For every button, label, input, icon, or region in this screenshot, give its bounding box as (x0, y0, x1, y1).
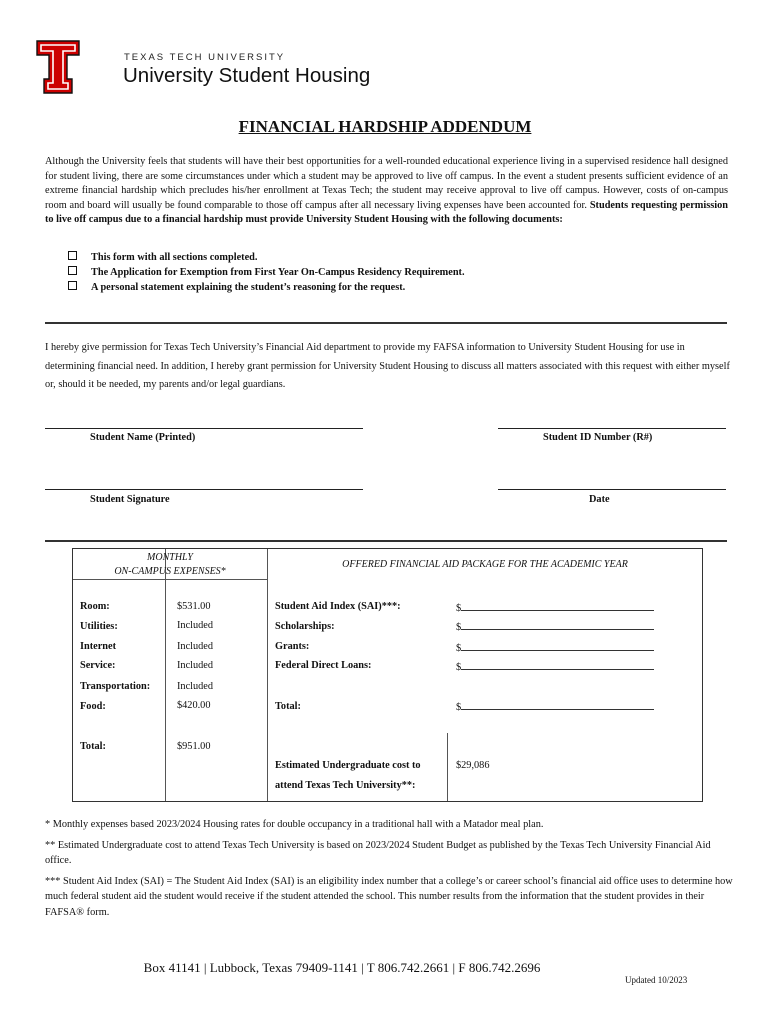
student-signature-label: Student Signature (90, 494, 170, 505)
expenses-header-line2: ON-CAMPUS EXPENSES* (114, 566, 226, 577)
footnote: *** Student Aid Index (SAI) = The Student Aid Index (SAI) is an eligibility index number that a college’s or career school’s financial aid office uses to determine how much federal student aid the student would receive if the student attended the school. This number results from the information that the student provides in their FAFSA® form. (45, 875, 733, 918)
aid-total-input[interactable] (456, 700, 654, 713)
footnote: * Monthly expenses based 2023/2024 Housing rates for double occupancy in a traditional hall with a Matador meal plan. (45, 819, 544, 830)
blank-line (461, 620, 654, 630)
checkbox-icon[interactable] (68, 281, 77, 290)
aid-label: Student Aid Index (SAI)***: (275, 601, 401, 612)
expense-label: Internet (80, 641, 117, 652)
blank-line (461, 641, 654, 651)
aid-header: OFFERED FINANCIAL AID PACKAGE FOR THE ACADEMIC YEAR (342, 559, 628, 570)
aid-total-label: Total: (275, 701, 301, 712)
expense-value: Included (177, 660, 214, 671)
double-t-logo-icon (36, 40, 80, 94)
estimated-cost-value: $29,086 (456, 760, 490, 771)
date-label: Date (589, 494, 610, 505)
intro-text: Although the University feels that students will have their best opportunities for a well-rounded educational experience living in a supervised residence hall designed for student living, there are some circumstances under which a student may be approved to live off campus. In the event a student presents sufficient evidence of an extreme financial hardship which precludes his/her enrollment at Texas Tech; the student may receive approval to live off campus. However, costs of on-campus room and board will usually be found comparable to those off campus after all necessary living expenses have been accounted for. (45, 156, 728, 211)
required-documents-list (68, 250, 465, 295)
aid-label: Federal Direct Loans: (275, 660, 372, 671)
expense-label: Room: (80, 601, 110, 612)
student-name-field[interactable] (45, 428, 363, 429)
list-item (68, 280, 465, 295)
currency-symbol: $ (456, 662, 462, 673)
student-name-label: Student Name (Printed) (90, 432, 196, 443)
currency-symbol: $ (456, 643, 462, 654)
checkbox-icon[interactable] (68, 266, 77, 275)
estimated-cost-label-2: attend Texas Tech University**: (275, 780, 416, 791)
aid-input[interactable] (456, 601, 654, 614)
aid-label: Scholarships: (275, 621, 335, 632)
department-name: University Student Housing (123, 64, 371, 87)
expense-value: $531.00 (177, 601, 211, 612)
currency-symbol: $ (456, 702, 462, 713)
aid-input[interactable] (456, 620, 654, 633)
student-signature-field[interactable] (45, 489, 363, 490)
list-item (68, 250, 465, 265)
estimated-cost-label-1: Estimated Undergraduate cost to (275, 760, 421, 771)
table-divider (447, 733, 448, 801)
expense-total-label: Total: (80, 741, 106, 752)
list-item (68, 265, 465, 280)
permission-paragraph: I hereby give permission for Texas Tech University’s Financial Aid department to provide my FAFSA information to University Student Housing for use in determining financial need. In addition, I hereby grant permission for University Student Housing to discuss all matters associated with this request with either myself or, should it be needed, my parents and/or legal guardians. (45, 342, 730, 390)
expense-total-value: $951.00 (177, 741, 211, 752)
updated-date: Updated 10/2023 (625, 975, 688, 985)
table-divider (73, 579, 268, 580)
student-id-label: Student ID Number (R#) (543, 432, 653, 443)
list-item-label: A personal statement explaining the student’s reasoning for the request. (91, 282, 406, 293)
intro-paragraph (45, 155, 728, 228)
university-name-small: TEXAS TECH UNIVERSITY (124, 52, 286, 63)
expenses-header-line1: MONTHLY (147, 552, 193, 563)
footer-address: Box 41141 | Lubbock, Texas 79409-1141 | T 806.742.2661 | F 806.742.2696 (143, 960, 541, 975)
expense-value: Included (177, 681, 214, 692)
section-divider (45, 540, 727, 542)
expense-label: Transportation: (80, 681, 151, 692)
table-divider (267, 549, 268, 801)
page-title: FINANCIAL HARDSHIP ADDENDUM (238, 117, 532, 136)
expense-label: Food: (80, 701, 106, 712)
expenses-header (73, 551, 267, 579)
section-divider (45, 322, 727, 324)
aid-input[interactable] (456, 641, 654, 654)
expense-value: Included (177, 620, 214, 631)
checkbox-icon[interactable] (68, 251, 77, 260)
university-logo (36, 40, 371, 96)
table-divider (165, 549, 166, 801)
aid-input[interactable] (456, 660, 654, 673)
intro-bold-text: Students requesting permission to live off campus due to a financial hardship must provide University Student Housing with the following documents: (45, 199, 728, 226)
blank-line (461, 660, 654, 670)
currency-symbol: $ (456, 622, 462, 633)
blank-line (461, 601, 654, 611)
list-item-label: This form with all sections completed. (91, 252, 258, 263)
expense-label: Service: (80, 660, 116, 671)
aid-label: Grants: (275, 641, 310, 652)
currency-symbol: $ (456, 603, 462, 614)
expense-label: Utilities: (80, 621, 118, 632)
expense-value: Included (177, 641, 214, 652)
date-field[interactable] (498, 489, 726, 490)
expense-value: $420.00 (177, 700, 211, 711)
footnotes (45, 817, 735, 925)
footnote: ** Estimated Undergraduate cost to attend Texas Tech University is based on 2023/2024 Student Budget as published by the Texas Tech University Financial Aid office. (45, 839, 711, 866)
student-id-field[interactable] (498, 428, 726, 429)
blank-line (461, 700, 654, 710)
financial-table (72, 548, 703, 802)
list-item-label: The Application for Exemption from First Year On-Campus Residency Requirement. (91, 267, 465, 278)
